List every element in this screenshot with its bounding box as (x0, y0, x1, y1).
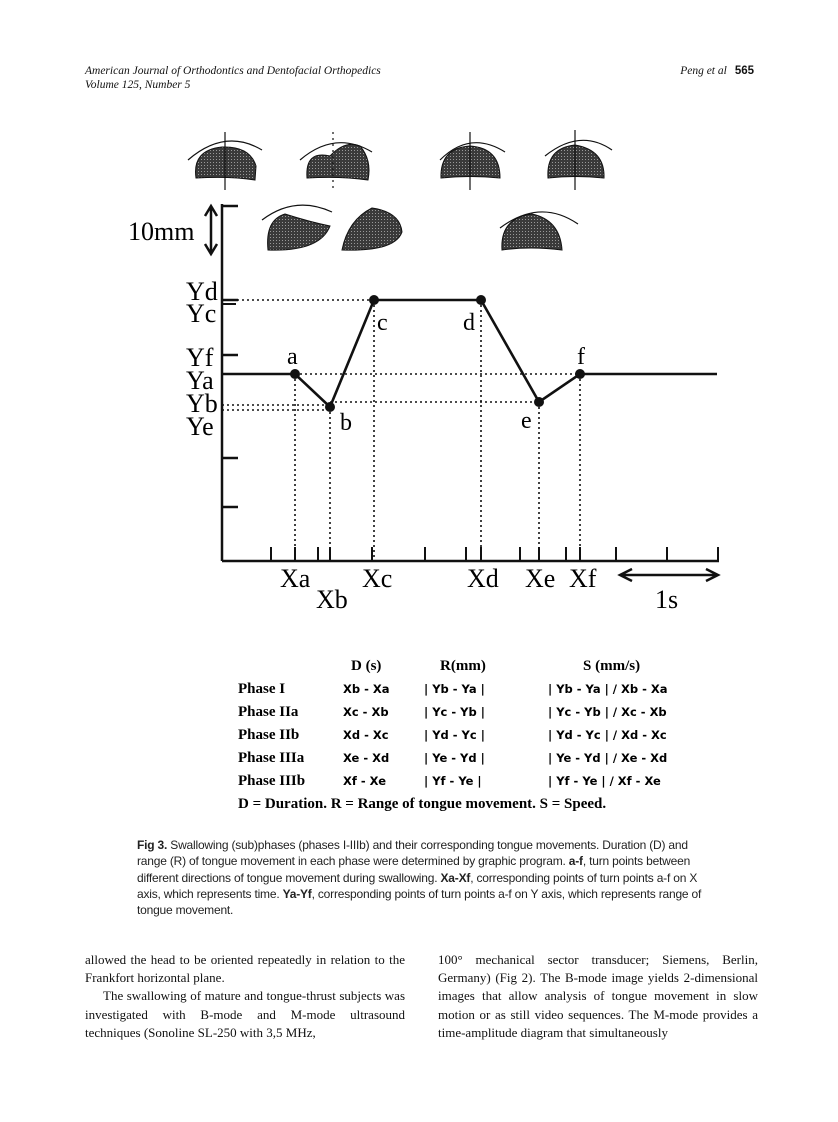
x-label-xe: Xe (525, 564, 556, 593)
body-column-right (438, 951, 758, 1042)
point-label-a: a (287, 344, 298, 370)
caption-text: Swallowing (sub)phases (phases I-IIIb) and their corresponding tongue movements. Duration (D) and range (R) of tongue movement in each phase were determined by graphic program. (137, 838, 688, 869)
y-label-ye: Ye (186, 412, 214, 441)
axes (222, 204, 719, 561)
col-header-s: S (mm/s) (583, 658, 641, 674)
table-cell-s: | Yf - Ye | / Xf - Xe (548, 774, 661, 788)
caption-label: Fig 3. (137, 838, 168, 852)
y-label-ya: Ya (186, 366, 214, 395)
y-label-yd: Yd (186, 277, 218, 306)
tongue-image (548, 145, 604, 178)
table-cell-r: | Yd - Yc | (424, 728, 485, 742)
table-cell-d: Xc - Xb (343, 705, 389, 719)
page-number: 565 (734, 65, 754, 77)
y-label-ticks (222, 304, 238, 355)
table-cell-d: Xb - Xa (343, 682, 390, 696)
journal-volume: Volume 125, Number 5 (85, 79, 191, 91)
caption-term: Xa-Xf (440, 870, 471, 885)
table-cell-s: | Yb - Ya | / Xb - Xa (548, 682, 668, 696)
time-scale-label: 1s (655, 585, 679, 614)
x-axis-ticks (271, 547, 718, 561)
x-label-xc: Xc (362, 564, 393, 593)
table-cell-s: | Yc - Yb | / Xc - Xb (548, 705, 667, 719)
table-cell-phase: Phase IIa (238, 704, 299, 720)
table-cell-r: | Ye - Yd | (424, 751, 485, 765)
caption-text: , corresponding points of turn points a-f on X axis, which represents time. (137, 870, 698, 901)
point-label-c: c (377, 310, 388, 336)
x-label-xb: Xb (316, 585, 348, 614)
table-cell-phase: Phase IIIb (238, 773, 306, 789)
y-label-yc: Yc (186, 299, 217, 328)
table-cell-d: Xf - Xe (343, 774, 387, 788)
x-label-xa: Xa (280, 564, 311, 593)
caption-text: , turn points between different directions of tongue movement during swallowing. (137, 854, 691, 885)
paragraph: The swallowing of mature and tongue-thrust subjects was investigated with B-mode and M-mode ultrasound techniques (Sonoline SL-250 with 3,5 MHz, (85, 988, 405, 1040)
tongue-image (342, 208, 402, 250)
tongue-ultrasound-images (196, 144, 605, 250)
table-legend: D = Duration. R = Range of tongue movement. S = Speed. (238, 796, 607, 812)
y-label-yb: Yb (186, 389, 218, 418)
authors: Peng et al (680, 65, 727, 77)
table-cell-r: | Yf - Ye | (424, 774, 482, 788)
point-label-b: b (340, 410, 352, 436)
table-cell-d: Xe - Xd (343, 751, 390, 765)
x-label-xd: Xd (467, 564, 499, 593)
table-cell-d: Xd - Xc (343, 728, 389, 742)
journal-name: American Journal of Orthodontics and Dentofacial Orthopedics (85, 65, 381, 77)
caption-term: a-f (568, 854, 583, 869)
tongue-image (307, 144, 369, 180)
col-header-r: R(mm) (440, 658, 486, 674)
table-cell-s: | Yd - Yc | / Xd - Xc (548, 728, 667, 742)
point-label-f: f (577, 344, 585, 370)
table-cell-phase: Phase IIIa (238, 750, 305, 766)
point-label-e: e (521, 408, 532, 434)
y-label-yf: Yf (186, 343, 214, 372)
figure-caption (137, 837, 707, 918)
caption-text: , corresponding points of turn points a-f on Y axis, which represents range of tongue movement. (137, 886, 702, 918)
paragraph: 100° mechanical sector transducer; Siemens, Berlin, Germany) (Fig 2). The B-mode image yields 2-dimensional images that allow analysis of tongue movement in slow motion or as still video sequences. The M-mode provides a time-amplitude diagram that simultaneously (438, 952, 758, 1040)
paragraph: allowed the head to be oriented repeatedly in relation to the Frankfort horizontal plane. (85, 952, 405, 986)
table-cell-s: | Ye - Yd | / Xe - Xd (548, 751, 668, 765)
tongue-image (196, 147, 256, 180)
phase-table (238, 658, 668, 812)
table-cell-phase: Phase IIb (238, 727, 300, 743)
point-label-d: d (463, 310, 475, 336)
time-scale-arrow-icon (620, 569, 718, 581)
table-cell-r: | Yb - Ya | (424, 682, 485, 696)
scale-label: 10mm (128, 217, 195, 246)
x-label-xf: Xf (569, 564, 597, 593)
caption-term: Ya-Yf (282, 886, 312, 901)
col-header-d: D (s) (351, 658, 382, 674)
tongue-image (268, 214, 330, 250)
tongue-image (502, 214, 562, 250)
table-cell-r: | Yc - Yb | (424, 705, 485, 719)
table-cell-phase: Phase I (238, 681, 286, 697)
body-column-left (85, 951, 405, 1042)
scale-arrow-icon (205, 206, 217, 254)
